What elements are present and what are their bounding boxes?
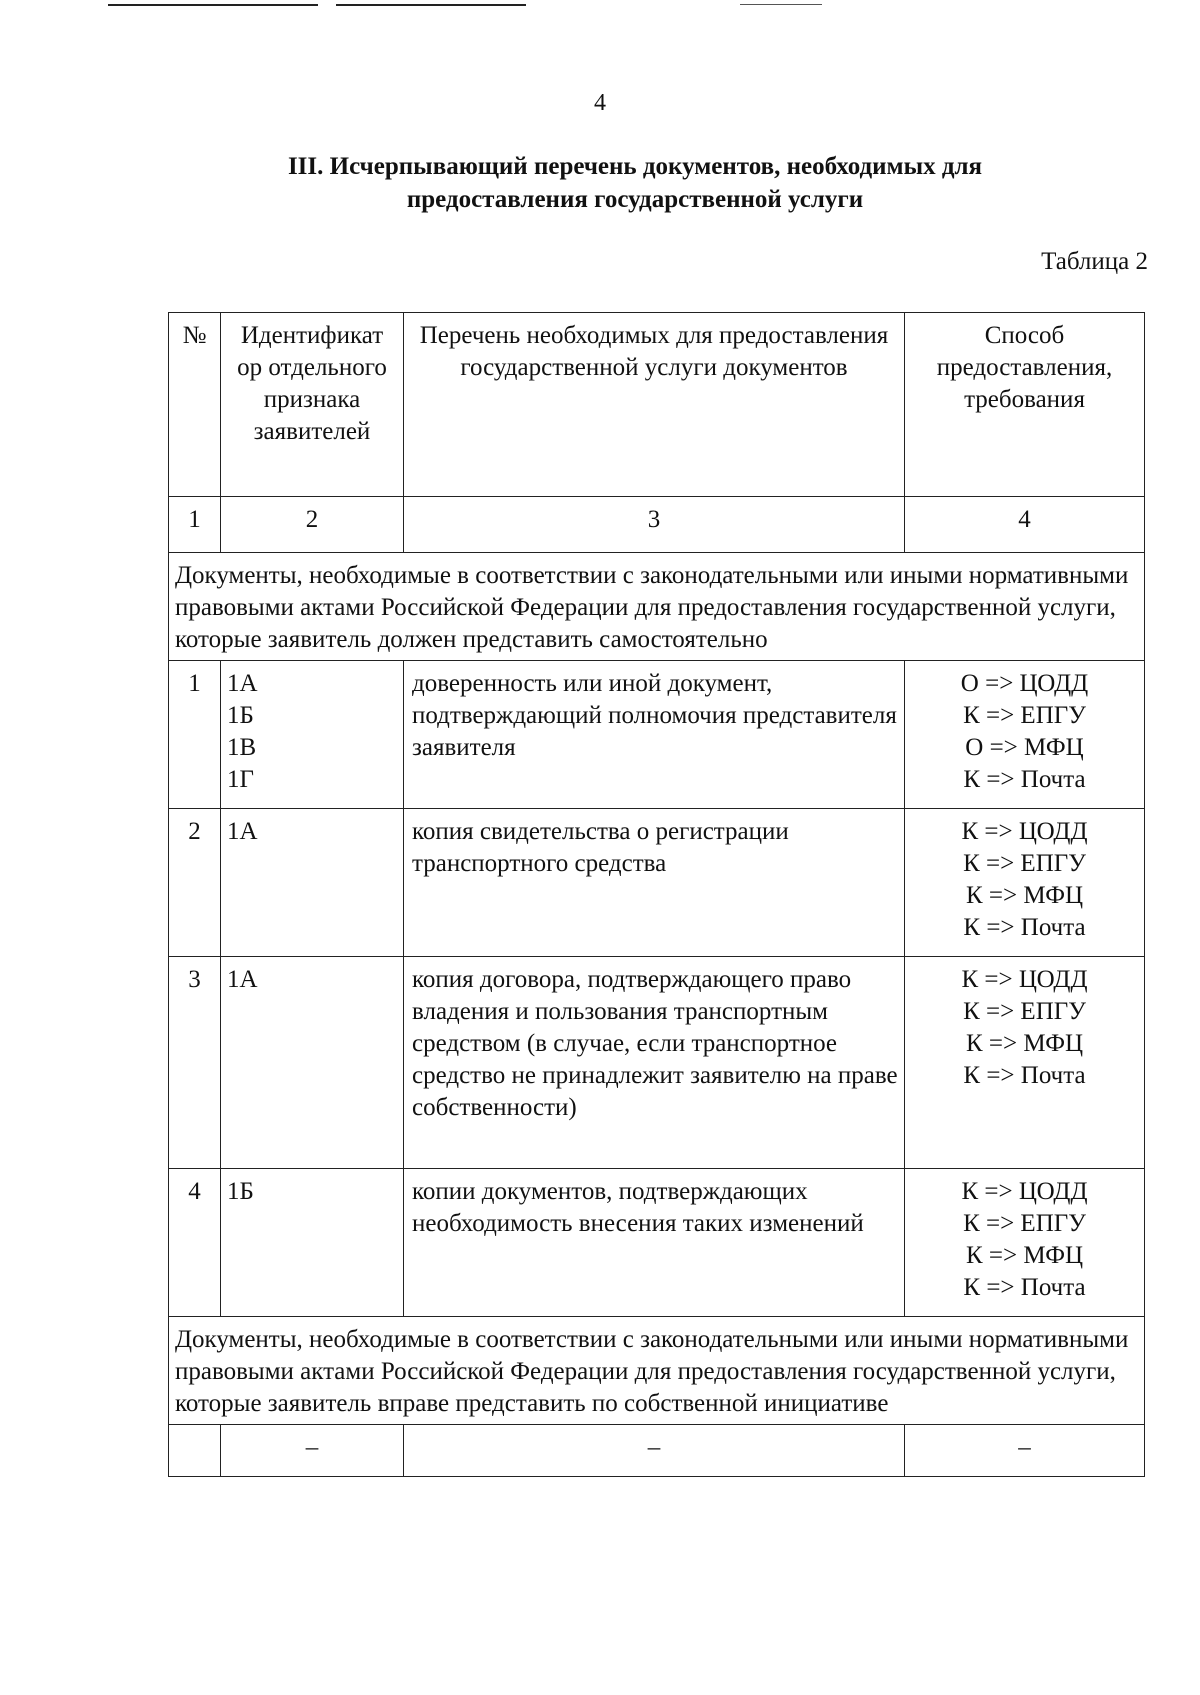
row-identifiers — [221, 957, 404, 1169]
dash-cell: – — [905, 1425, 1145, 1477]
identifier: 1Б — [227, 1178, 254, 1205]
header-method: Способ предоставления, требования — [905, 313, 1145, 497]
method: К => МФЦ — [965, 1030, 1084, 1057]
table-header-row — [169, 313, 1145, 497]
row-methods — [905, 661, 1145, 809]
method: К => ЕПГУ — [963, 850, 1086, 877]
row-methods — [905, 1169, 1145, 1317]
row-number: 2 — [169, 809, 221, 957]
row-document: копии документов, подтверждающих необходимость внесения таких изменений — [404, 1169, 905, 1317]
method: О => МФЦ — [965, 734, 1084, 761]
column-number: 1 — [169, 497, 221, 553]
header-documents: Перечень необходимых для предоставления государственной услуги документов — [404, 313, 905, 497]
section-heading-mandatory: Документы, необходимые в соответствии с законодательными или иными нормативными правовыми актами Российской Федерации для предоставления государственной услуги, которые заявитель должен представить самостоятельно — [169, 553, 1145, 661]
empty-row — [169, 1425, 1145, 1477]
row-number: 3 — [169, 957, 221, 1169]
section-title-line-2: предоставления государственной услуги — [406, 186, 864, 213]
identifier: 1А — [227, 670, 258, 697]
section-title — [200, 150, 1070, 216]
method: К => ЦОДД — [961, 1178, 1088, 1205]
dash-cell: – — [221, 1425, 404, 1477]
method: О => ЦОДД — [960, 670, 1089, 697]
table-row — [169, 957, 1145, 1169]
method: К => ЕПГУ — [963, 702, 1086, 729]
method: К => МФЦ — [965, 882, 1084, 909]
header-number: № — [169, 313, 221, 497]
row-document: копия договора, подтверждающего право владения и пользования транспортным средством (в случае, если транспортное средство не принадлежит заявителю на праве собственности) — [404, 957, 905, 1169]
section-row-mandatory — [169, 553, 1145, 661]
table-row — [169, 661, 1145, 809]
section-title-line-1: III. Исчерпывающий перечень документов, необходимых для — [287, 153, 983, 180]
row-number: 4 — [169, 1169, 221, 1317]
empty-cell — [169, 1425, 221, 1477]
method: К => Почта — [963, 1274, 1086, 1301]
method: К => ЕПГУ — [963, 1210, 1086, 1237]
table-row — [169, 809, 1145, 957]
method: К => ЦОДД — [961, 966, 1088, 993]
column-number: 4 — [905, 497, 1145, 553]
method: К => МФЦ — [965, 1242, 1084, 1269]
method: К => Почта — [963, 1062, 1086, 1089]
identifier: 1А — [227, 966, 258, 993]
scan-artifact-line — [740, 4, 822, 5]
column-number: 2 — [221, 497, 404, 553]
column-numbers-row — [169, 497, 1145, 553]
header-identifier: Идентификат ор отдельного признака заявителей — [221, 313, 404, 497]
row-identifiers — [221, 661, 404, 809]
identifier: 1В — [227, 734, 257, 761]
page-number: 4 — [594, 90, 606, 116]
method: К => ЕПГУ — [963, 998, 1086, 1025]
table-label: Таблица 2 — [1041, 248, 1148, 275]
row-identifiers — [221, 809, 404, 957]
dash-cell: – — [404, 1425, 905, 1477]
documents-table — [168, 312, 1145, 1477]
identifier: 1А — [227, 818, 258, 845]
section-row-optional — [169, 1317, 1145, 1425]
method: К => Почта — [963, 914, 1086, 941]
row-methods — [905, 957, 1145, 1169]
identifier: 1Г — [227, 766, 254, 793]
method: К => ЦОДД — [961, 818, 1088, 845]
row-identifiers — [221, 1169, 404, 1317]
row-document: доверенность или иной документ, подтверждающий полномочия представителя заявителя — [404, 661, 905, 809]
column-number: 3 — [404, 497, 905, 553]
row-document: копия свидетельства о регистрации транспортного средства — [404, 809, 905, 957]
scan-artifact-line — [108, 4, 318, 6]
identifier: 1Б — [227, 702, 254, 729]
section-heading-optional: Документы, необходимые в соответствии с законодательными или иными нормативными правовыми актами Российской Федерации для предоставления государственной услуги, которые заявитель вправе представить по собственной инициативе — [169, 1317, 1145, 1425]
row-number: 1 — [169, 661, 221, 809]
table-row — [169, 1169, 1145, 1317]
scan-artifact-line — [336, 4, 526, 6]
method: К => Почта — [963, 766, 1086, 793]
row-methods — [905, 809, 1145, 957]
